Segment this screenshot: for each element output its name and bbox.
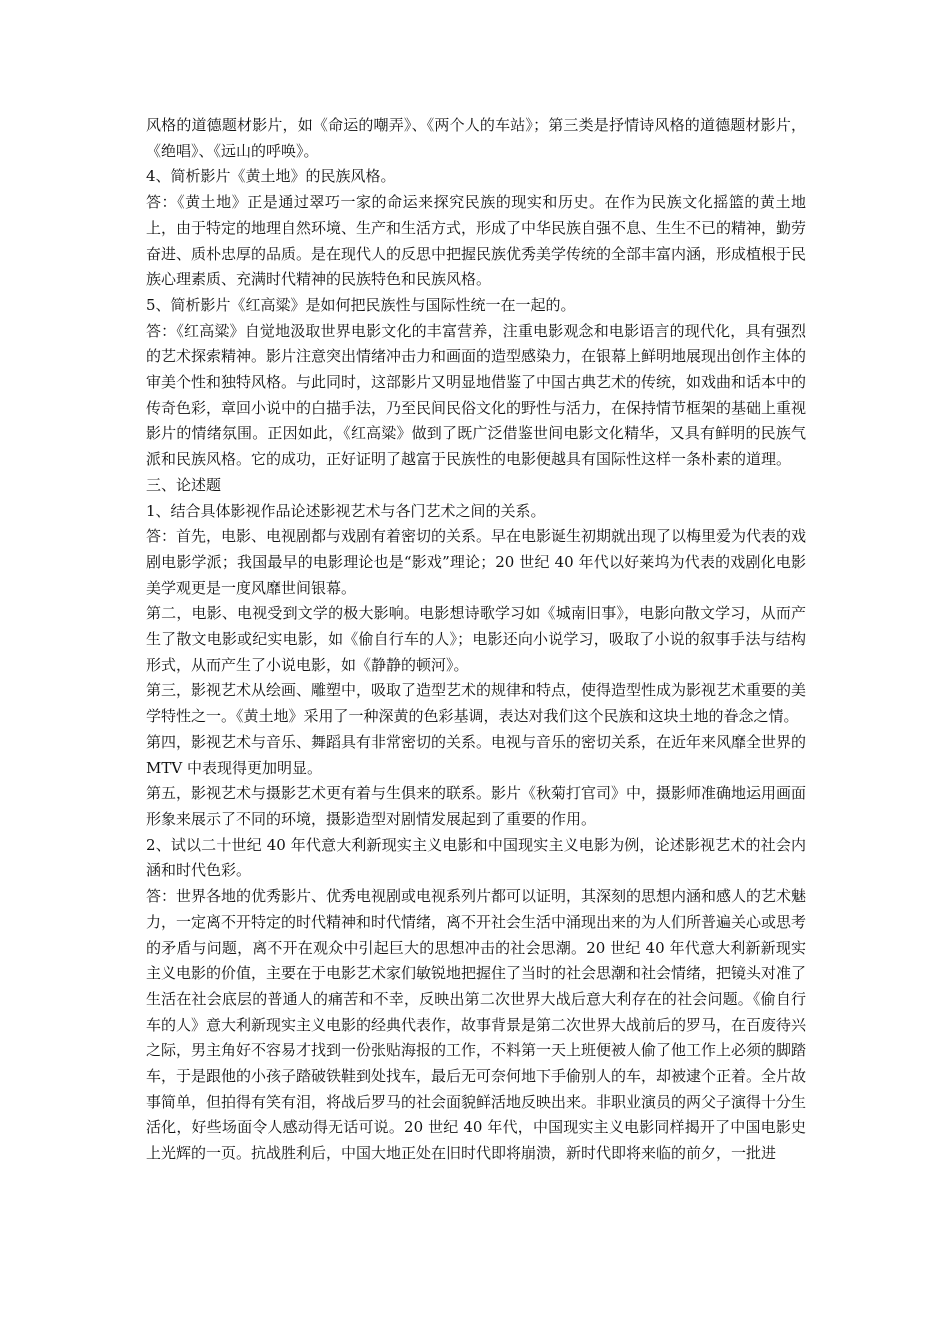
- essay-answer-1-part-4: 第四，影视艺术与音乐、舞蹈具有非常密切的关系。电视与音乐的密切关系，在近年来风靡全世界的 MTV 中表现得更加明显。: [146, 732, 807, 777]
- paragraph-continuation: 风格的道德题材影片，如《命运的嘲弄》、《两个人的车站》；第三类是抒情诗风格的道德题材影片，《绝唱》、《远山的呼唤》。: [146, 116, 806, 160]
- answer-4-paragraph: 答：《黄土地》正是通过翠巧一家的命运来探究民族的现实和历史。在作为民族文化摇篮的黄土地上，由于特定的地理自然环境、生产和生活方式，形成了中华民族自强不息、生生不已的精神，勤劳奋进、质朴忠厚的品质。是在现代人的反思中把握民族优秀美学传统的全部丰富内涵，形成植根于民族心理素质、充满时代精神的民族特色和民族风格。: [146, 193, 807, 289]
- section-heading-essay: 三、论述题: [146, 475, 222, 494]
- essay-answer-1-part-3: 第三，影视艺术从绘画、雕塑中，吸取了造型艺术的规律和特点，使得造型性成为影视艺术重要的美学特性之一。《黄土地》采用了一种深黄的色彩基调，表达对我们这个民族和这块土地的眷念之情。: [146, 681, 807, 726]
- essay-answer-1-part-1: 答：首先，电影、电视剧都与戏剧有着密切的关系。早在电影诞生初期就出现了以梅里爱为代表的戏剧电影学派；我国最早的电影理论也是“影戏”理论；20 世纪 40 年代以好莱坞为代表的戏剧化电影美学观更是一度风靡世间银幕。: [146, 527, 807, 597]
- essay-answer-1-part-2: 第二，电影、电视受到文学的极大影响。电影想诗歌学习如《城南旧事》，电影向散文学习，从而产生了散文电影或纪实电影，如《偷自行车的人》；电影还向小说学习，吸取了小说的叙事手法与结构形式，从而产生了小说电影，如《静静的顿河》。: [146, 604, 806, 674]
- answer-5-paragraph: 答：《红高粱》自觉地汲取世界电影文化的丰富营养，注重电影观念和电影语言的现代化，具有强烈的艺术探索精神。影片注意突出情绪冲击力和画面的造型感染力，在银幕上鲜明地展现出创作主体的审美个性和独特风格。与此同时，这部影片又明显地借鉴了中国古典艺术的传统，如戏曲和话本中的传奇色彩，章回小说中的白描手法，乃至民间民俗文化的野性与活力，在保持情节框架的基础上重视影片的情绪氛围。正因如此，《红高粱》做到了既广泛借鉴世间电影文化精华，又具有鲜明的民族气派和民族风格。它的成功，正好证明了越富于民族性的电影便越具有国际性这样一条朴素的道理。: [146, 321, 807, 469]
- essay-question-2-heading: 2、试以二十世纪 40 年代意大利新现实主义电影和中国现实主义电影为例，论述影视艺术的社会内涵和时代色彩。: [146, 835, 806, 880]
- question-4-heading: 4、简析影片《黄土地》的民族风格。: [146, 167, 396, 186]
- essay-question-1-heading: 1、结合具体影视作品论述影视艺术与各门艺术之间的关系。: [146, 501, 546, 520]
- essay-answer-1-part-5: 第五，影视艺术与摄影艺术更有着与生俱来的联系。影片《秋菊打官司》中，摄影师准确地运用画面形象来展示了不同的环境，摄影造型对剧情发展起到了重要的作用。: [146, 784, 807, 828]
- document-page: [146, 113, 806, 1167]
- question-5-heading: 5、简析影片《红高粱》是如何把民族性与国际性统一在一起的。: [146, 295, 576, 314]
- essay-answer-2-paragraph: 答：世界各地的优秀影片、优秀电视剧或电视系列片都可以证明，其深刻的思想内涵和感人的艺术魅力，一定离不开特定的时代精神和时代情绪，离不开社会生活中涌现出来的为人们所普遍关心或思考的矛盾与问题，离不开在观众中引起巨大的思想冲击的社会思潮。20 世纪 40 年代意大利新新现实主义电影的价值，主要在于电影艺术家们敏锐地把握住了当时的社会思潮和社会情绪，把镜头对准了生活在社会底层的普通人的痛苦和不幸，反映出第二次世界大战后意大利存在的社会问题。《偷自行车的人》意大利新现实主义电影的经典代表作，故事背景是第二次世界大战前后的罗马，在百废待兴之际，男主角好不容易才找到一份张贴海报的工作，不料第一天上班便被人偷了他工作上必须的脚踏车，于是跟他的小孩子踏破铁鞋到处找车，最后无可奈何地下手偷别人的车，却被逮个正着。全片故事简单，但拍得有笑有泪，将战后罗马的社会面貌鲜活地反映出来。非职业演员的两父子演得十分生活化，好些场面令人感动得无话可说。20 世纪 40 年代，中国现实主义电影同样揭开了中国电影史上光辉的一页。抗战胜利后，中国大地正处在旧时代即将崩溃，新时代即将来临的前夕，一批进: [146, 887, 807, 1163]
